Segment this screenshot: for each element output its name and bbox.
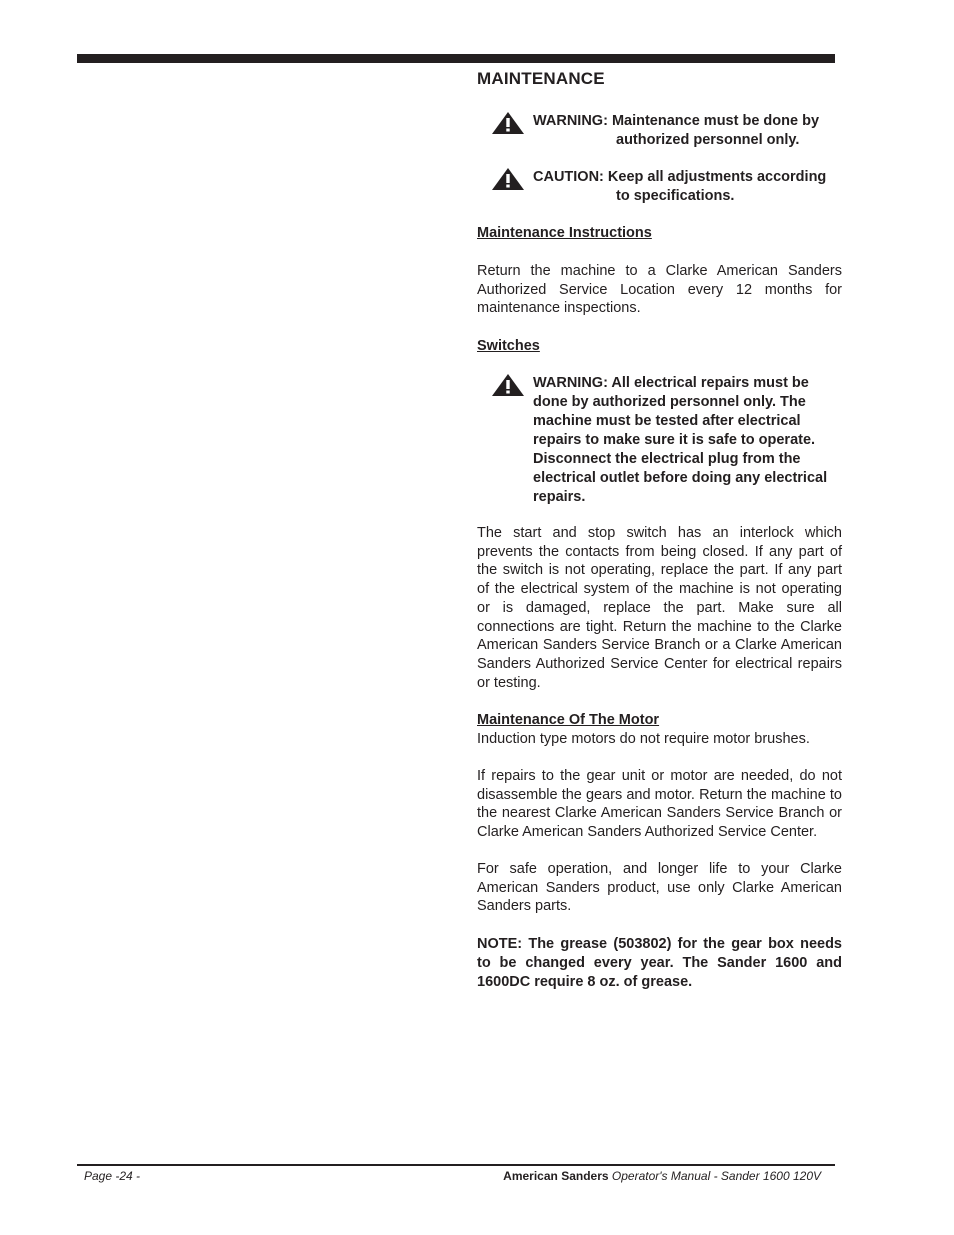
footer-brand: American Sanders (503, 1169, 609, 1183)
warning-triangle-icon (492, 374, 524, 396)
warning-line2: authorized personnel only. (616, 132, 800, 148)
warning-label: WARNING: (533, 113, 608, 129)
maintenance-instructions-heading: Maintenance Instructions (477, 225, 652, 241)
maintenance-instructions-text: Return the machine to a Clarke American Sanders Authorized Service Location every 12 months for maintenance inspections. (477, 263, 842, 317)
switches-heading: Switches (477, 338, 540, 354)
grease-note: NOTE: The grease (503802) for the gear box needs to be changed every year. The Sander 1600 and 1600DC require 8 oz. of grease. (477, 936, 842, 990)
motor-text-1: Induction type motors do not require motor brushes. (477, 731, 810, 747)
motor-text-2: If repairs to the gear unit or motor are needed, do not disassemble the gears and motor. Return the machine to the nearest Clarke American Sanders Service Branch or Clarke American Sanders Authorized Service Center. (477, 768, 842, 841)
footer-title (503, 1169, 821, 1183)
header-rule (77, 54, 835, 63)
switches-warning-text: WARNING: All electrical repairs must be done by authorized personnel only. The machine must be tested after electrical repairs to make sure it is safe to operate. Disconnect the electrical plug from the electrical outlet before doing any electrical repairs. (533, 375, 828, 505)
caution-notice (492, 168, 844, 206)
warning-notice (492, 112, 844, 150)
warning-triangle-icon (492, 112, 524, 134)
motor-heading: Maintenance Of The Motor (477, 712, 660, 728)
warning-line1: Maintenance must be done by (611, 113, 820, 129)
switches-text: The start and stop switch has an interlock which prevents the contacts from being closed. If any part of the switch is not operating, replace the part. If any part of the electrical system of the machine is not operating or is damaged, replace the part. Make sure all connections are tight. Return the machine to the Clarke American Sanders Service Branch or a Clarke American Sanders Authorized Service Center for electrical repairs or testing. (477, 525, 842, 691)
section-title: MAINTENANCE (477, 69, 605, 88)
footer-manual: Operator's Manual - Sander 1600 120V (611, 1169, 821, 1183)
motor-text-3: For safe operation, and longer life to your Clarke American Sanders product, use only Clarke American Sanders parts. (477, 861, 842, 915)
caution-triangle-icon (492, 168, 524, 190)
switches-warning-notice (492, 374, 844, 507)
page-number: Page -24 - (84, 1169, 141, 1183)
footer-rule (77, 1164, 835, 1166)
caution-line2: to specifications. (616, 188, 735, 204)
caution-line1: Keep all adjustments according (607, 169, 827, 185)
caution-label: CAUTION: (533, 169, 604, 185)
